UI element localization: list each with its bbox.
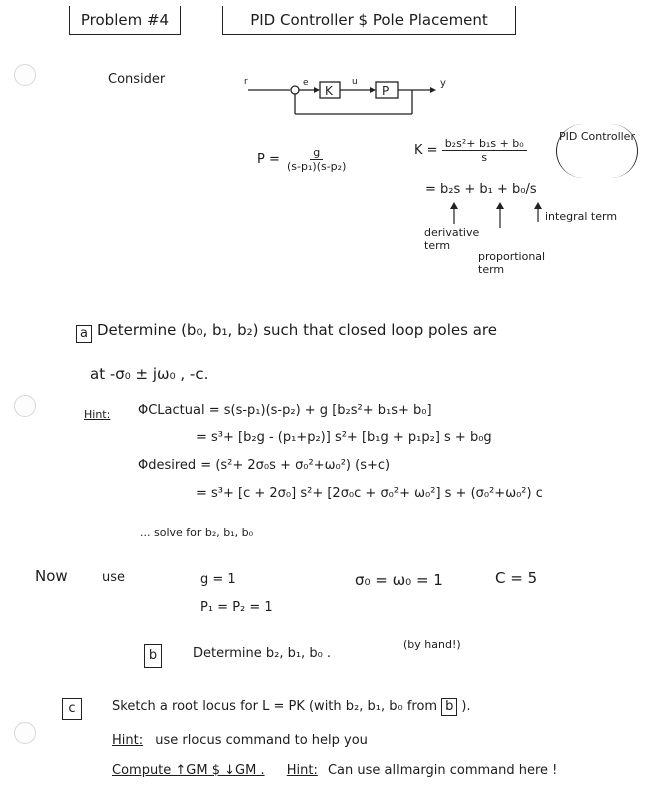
solve-instruction: ... solve for b₂, b₁, b₀: [140, 526, 254, 539]
arrow-head: [370, 87, 376, 93]
punch-hole-top: [14, 64, 36, 86]
part-b-note: (by hand!): [403, 638, 461, 651]
char-poly-desired: Φdesired = (s²+ 2σ₀s + σ₀²+ω₀²) (s+c): [138, 458, 391, 473]
controller-fraction: [442, 137, 527, 164]
part-c-hint2-label: Hint:: [286, 763, 318, 778]
part-a-hint-label: Hint:: [84, 408, 111, 421]
given-c: C = 5: [495, 569, 538, 587]
arrow-head: [314, 87, 320, 93]
part-c-hint-label: Hint:: [112, 733, 144, 748]
controller-lhs: K =: [414, 143, 438, 158]
part-a-question: Determine (b₀, b₁, b₂) such that closed loop poles are: [97, 321, 497, 339]
part-c-close: ).: [461, 699, 471, 714]
plant-equation: [257, 146, 349, 173]
char-poly-actual-expanded: = s³+ [b₂g - (p₁+p₂)] s²+ [b₁g + p₁p₂] s + b₀g: [196, 430, 492, 445]
given-g: g = 1: [200, 572, 236, 587]
now-label: Now: [35, 567, 68, 585]
punch-hole-bottom: [14, 722, 36, 744]
char-poly-desired-expanded: = s³+ [c + 2σ₀] s²+ [2σ₀c + σ₀²+ ω₀²] s + (σ₀²+ω₀²) c: [196, 486, 543, 501]
part-c-ref-box: b: [441, 698, 457, 716]
pid-controller-note: PID Controller: [556, 124, 638, 178]
problem-label: Problem #4: [69, 6, 181, 35]
proportional-term-label: proportional term: [478, 250, 546, 276]
plant-lhs: P =: [257, 152, 280, 167]
signal-r-label: r: [244, 77, 248, 87]
controller-expanded: = b₂s + b₁ + b₀/s: [425, 182, 537, 197]
part-c-hint: [112, 733, 368, 748]
part-a-label: a: [76, 325, 92, 343]
part-b-question: Determine b₂, b₁, b₀ .: [193, 646, 332, 661]
plant-numerator: g: [310, 146, 323, 160]
part-c-question: [112, 698, 471, 716]
proportional-arrow-head: [496, 202, 504, 209]
part-b-label: b: [144, 644, 162, 668]
consider-label: Consider: [108, 72, 166, 87]
summing-junction: [291, 86, 299, 94]
signal-u-label: u: [352, 77, 358, 87]
plant-fraction: [284, 146, 349, 173]
use-label: use: [102, 570, 126, 585]
compute-margins: Compute ↑GM $ ↓GM .: [112, 763, 265, 778]
derivative-arrow-head: [450, 202, 458, 209]
arrow-head: [430, 87, 436, 93]
controller-equation: [414, 137, 527, 164]
block-p-label: P: [382, 84, 390, 98]
part-c-hint-text: use rlocus command to help you: [155, 733, 368, 748]
integral-term-label: integral term: [545, 210, 618, 223]
block-k-label: K: [325, 84, 333, 98]
controller-numerator: b₂s²+ b₁s + b₀: [442, 137, 527, 151]
feedback-block-diagram: [240, 72, 450, 124]
signal-y-label: y: [440, 78, 446, 89]
part-c-text: Sketch a root locus for L = PK (with b₂, b₁, b₀ from: [112, 699, 438, 714]
part-c-compute: [112, 763, 557, 778]
given-poles: P₁ = P₂ = 1: [200, 600, 273, 615]
given-sigma-omega: σ₀ = ω₀ = 1: [355, 571, 443, 589]
plant-denominator: (s-p₁)(s-p₂): [287, 160, 347, 173]
char-poly-actual: ΦCLactual = s(s-p₁)(s-p₂) + g [b₂s²+ b₁s+ b₀]: [138, 403, 432, 418]
controller-denominator: s: [481, 151, 488, 164]
page-title: PID Controller $ Pole Placement: [222, 6, 516, 35]
punch-hole-middle: [14, 395, 36, 417]
signal-e-label: e: [303, 78, 309, 88]
derivative-term-label: derivative term: [424, 226, 480, 252]
part-c-label: c: [62, 698, 82, 720]
part-c-hint2-text: Can use allmargin command here !: [327, 763, 558, 778]
integral-arrow-head: [534, 202, 542, 209]
part-a-pole-locations: at -σ₀ ± jω₀ , -c.: [90, 365, 209, 383]
